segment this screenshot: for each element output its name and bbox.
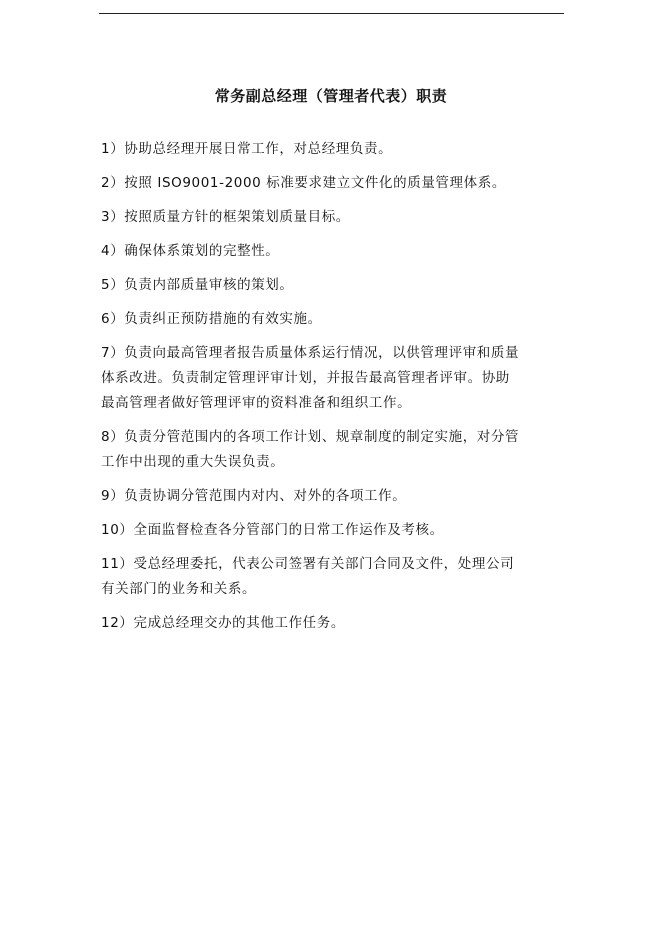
duty-text-line: 5）负责内部质量审核的策划。 [101, 277, 294, 293]
duty-item [101, 273, 563, 298]
duty-item [101, 307, 563, 332]
duty-text-line: 最高管理者做好管理评审的资料准备和组织工作。 [101, 395, 412, 411]
duty-text-line: 体系改进。负责制定管理评审计划，并报告最高管理者评审。协助 [101, 370, 510, 386]
duties-list [101, 137, 563, 645]
duty-text-line: 有关部门的业务和关系。 [101, 581, 257, 597]
duty-text-line: 4）确保体系策划的完整性。 [101, 243, 280, 259]
duty-item [101, 552, 563, 602]
duty-item [101, 484, 563, 509]
duty-item [101, 137, 563, 162]
document-title: 常务副总经理（管理者代表）职责 [214, 87, 448, 105]
duty-text-line: 1）协助总经理开展日常工作，对总经理负责。 [101, 141, 393, 157]
duty-item [101, 341, 563, 416]
duty-item [101, 239, 563, 264]
header-rule [99, 13, 564, 14]
duty-text-line: 3）按照质量方针的框架策划质量目标。 [101, 209, 350, 225]
duty-item [101, 205, 563, 230]
duty-text-line: 2）按照 ISO9001-2000 标准要求建立文件化的质量管理体系。 [101, 175, 506, 191]
duty-item [101, 518, 563, 543]
duty-text-line: 10）全面监督检查各分管部门的日常工作运作及考核。 [101, 522, 444, 538]
duty-text-line: 6）负责纠正预防措施的有效实施。 [101, 311, 322, 327]
duty-item [101, 171, 563, 196]
duty-text-line: 9）负责协调分管范围内对内、对外的各项工作。 [101, 488, 407, 504]
duty-text-line: 工作中出现的重大失误负责。 [101, 454, 285, 470]
duty-text-line: 7）负责向最高管理者报告质量体系运行情况，以供管理评审和质量 [101, 345, 520, 361]
duty-text-line: 8）负责分管范围内的各项工作计划、规章制度的制定实施，对分管 [101, 429, 520, 445]
duty-item [101, 425, 563, 475]
duty-text-line: 12）完成总经理交办的其他工作任务。 [101, 615, 345, 631]
duty-item [101, 611, 563, 636]
duty-text-line: 11）受总经理委托，代表公司签署有关部门合同及文件，处理公司 [101, 556, 515, 572]
